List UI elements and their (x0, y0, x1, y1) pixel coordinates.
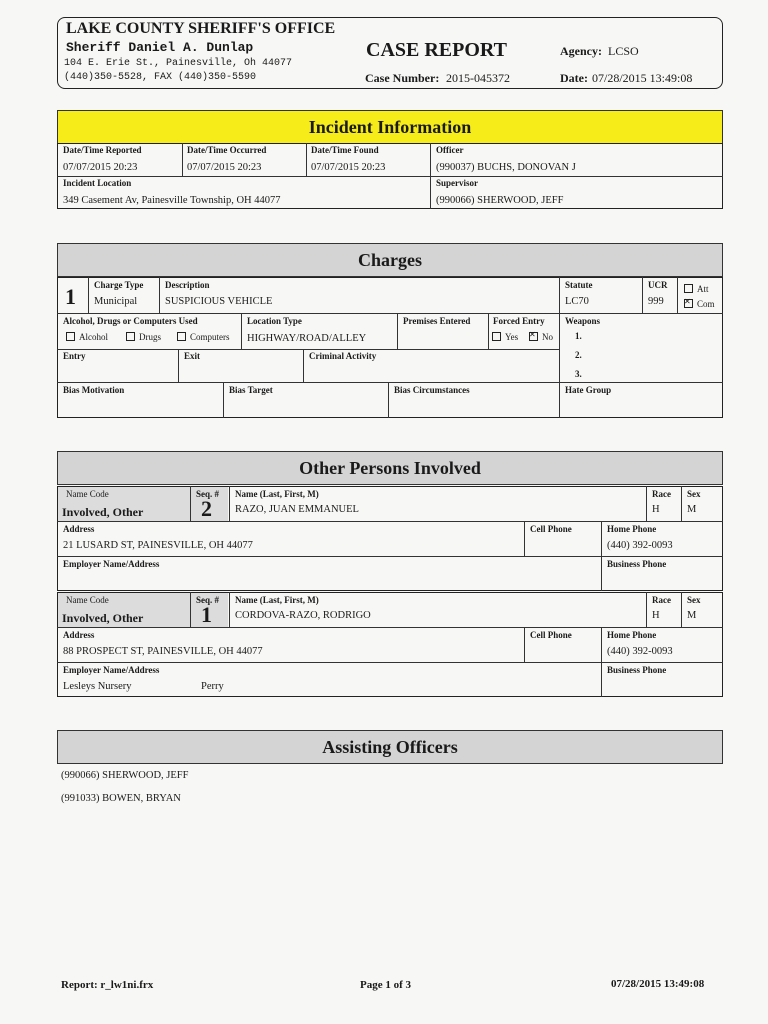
p1-employer-label: Employer Name/Address (63, 559, 160, 569)
com-checkbox-box[interactable] (684, 299, 693, 308)
charge-type-value: Municipal (94, 296, 138, 307)
officer-value: (990037) BUCHS, DONOVAN J (436, 162, 576, 173)
supervisor-value: (990066) SHERWOOD, JEFF (436, 195, 564, 206)
bias-motivation-label: Bias Motivation (63, 385, 125, 395)
bias-circumstances-label: Bias Circumstances (394, 385, 470, 395)
att-checkbox[interactable] (684, 284, 709, 294)
p2-race-label: Race (652, 595, 671, 605)
p1-business-label: Business Phone (607, 559, 667, 569)
computers-checkbox[interactable] (177, 332, 230, 342)
drugs-checkbox[interactable] (126, 332, 161, 342)
footer-report: Report: r_lw1ni.frx (61, 979, 154, 991)
forced-no-checkbox[interactable] (529, 332, 553, 342)
p1-name-code-label: Name Code (66, 489, 109, 499)
description-value: SUSPICIOUS VEHICLE (165, 296, 273, 307)
ucr-value: 999 (648, 296, 664, 307)
p1-sex: M (687, 504, 697, 515)
premises-label: Premises Entered (403, 316, 471, 326)
agency-phone: (440)350-5528, FAX (440)350-5590 (64, 72, 257, 83)
date-label: Date: (560, 71, 588, 85)
charges-table (57, 277, 723, 418)
officer-label: Officer (436, 145, 464, 155)
drugs-opt: Drugs (139, 332, 161, 342)
forced-yes-checkbox-box[interactable] (492, 332, 501, 341)
footer-page: Page 1 of 3 (360, 979, 412, 991)
assisting-officer-1: (990066) SHERWOOD, JEFF (61, 770, 189, 781)
location-label: Incident Location (63, 178, 132, 188)
occurred-value: 07/07/2015 20:23 (187, 162, 262, 173)
p2-seq-label: Seq. # (196, 595, 220, 605)
alcohol-opt: Alcohol (79, 332, 108, 342)
weapon-1: 1. (575, 331, 582, 341)
p2-name-label: Name (Last, First, M) (235, 595, 319, 605)
location-value: 349 Casement Av, Painesville Township, OH 44077 (63, 195, 281, 206)
agency-name: LAKE COUNTY SHERIFF'S OFFICE (66, 20, 336, 37)
forced-yes-checkbox[interactable] (492, 332, 518, 342)
description-label: Description (165, 280, 210, 290)
p1-address-label: Address (63, 524, 95, 534)
exit-label: Exit (184, 351, 201, 361)
p2-race: H (652, 610, 660, 621)
weapons-label: Weapons (565, 316, 601, 326)
com-checkbox[interactable] (684, 299, 715, 309)
p1-name-code: Involved, Other (62, 505, 144, 519)
agency-label: Agency: (560, 44, 602, 58)
charges-section-title: Charges (57, 243, 723, 277)
location-type-label: Location Type (247, 316, 302, 326)
date-value: 07/28/2015 13:49:08 (592, 71, 693, 85)
forced-no-checkbox-box[interactable] (529, 332, 538, 341)
bias-target-label: Bias Target (229, 385, 273, 395)
yes-opt: Yes (505, 332, 519, 342)
supervisor-label: Supervisor (436, 178, 479, 188)
no-opt: No (542, 332, 553, 342)
alcohol-checkbox-box[interactable] (66, 332, 75, 341)
p2-business-label: Business Phone (607, 665, 667, 675)
p1-name-label: Name (Last, First, M) (235, 489, 319, 499)
occurred-label: Date/Time Occurred (187, 145, 267, 155)
reported-value: 07/07/2015 20:23 (63, 162, 138, 173)
p2-home-phone: (440) 392-0093 (607, 646, 673, 657)
p2-employer: Lesleys Nursery (63, 681, 132, 692)
p2-sex-label: Sex (687, 595, 701, 605)
p2-sex: M (687, 610, 697, 621)
alcohol-label: Alcohol, Drugs or Computers Used (63, 316, 198, 326)
statute-label: Statute (565, 280, 593, 290)
computers-checkbox-box[interactable] (177, 332, 186, 341)
p2-name: CORDOVA-RAZO, RODRIGO (235, 610, 371, 621)
charge-type-label: Charge Type (94, 280, 144, 290)
p1-address: 21 LUSARD ST, PAINESVILLE, OH 44077 (63, 540, 253, 551)
assisting-section-title: Assisting Officers (57, 730, 723, 764)
criminal-activity-label: Criminal Activity (309, 351, 377, 361)
p1-sex-label: Sex (687, 489, 701, 499)
p2-home-label: Home Phone (607, 630, 657, 640)
p2-cell-label: Cell Phone (530, 630, 572, 640)
p2-address: 88 PROSPECT ST, PAINESVILLE, OH 44077 (63, 646, 263, 657)
att-label: Att (697, 284, 709, 294)
p1-race: H (652, 504, 660, 515)
incident-section-title: Incident Information (57, 110, 723, 144)
weapon-3: 3. (575, 369, 582, 379)
footer-timestamp: 07/28/2015 13:49:08 (611, 978, 705, 990)
com-label: Com (697, 299, 715, 309)
found-value: 07/07/2015 20:23 (311, 162, 386, 173)
computers-opt: Computers (190, 332, 230, 342)
p1-name: RAZO, JUAN EMMANUEL (235, 504, 359, 515)
p2-address-label: Address (63, 630, 95, 640)
p1-race-label: Race (652, 489, 671, 499)
location-type-value: HIGHWAY/ROAD/ALLEY (247, 333, 367, 344)
p2-name-code-label: Name Code (66, 595, 109, 605)
statute-value: LC70 (565, 296, 589, 307)
agency-address: 104 E. Erie St., Painesville, Oh 44077 (64, 58, 293, 69)
forced-label: Forced Entry (493, 316, 545, 326)
p1-seq: 2 (201, 496, 212, 521)
p1-seq-label: Seq. # (196, 489, 220, 499)
alcohol-checkbox[interactable] (66, 332, 108, 342)
p2-seq: 1 (201, 602, 212, 627)
ucr-label: UCR (648, 280, 668, 290)
p1-home-label: Home Phone (607, 524, 657, 534)
entry-label: Entry (63, 351, 86, 361)
p2-name-code: Involved, Other (62, 611, 144, 625)
sheriff-name: Sheriff Daniel A. Dunlap (66, 40, 254, 55)
persons-section-title: Other Persons Involved (57, 451, 723, 485)
drugs-checkbox-box[interactable] (126, 332, 135, 341)
charge-number: 1 (65, 284, 76, 309)
report-title: CASE REPORT (366, 39, 507, 61)
p2-employer-label: Employer Name/Address (63, 665, 160, 675)
p2-employer-city: Perry (201, 681, 224, 692)
weapon-2: 2. (575, 350, 582, 360)
p1-cell-label: Cell Phone (530, 524, 572, 534)
agency-value: LCSO (608, 44, 639, 58)
case-number-label: Case Number: (365, 71, 440, 85)
att-checkbox-box[interactable] (684, 284, 693, 293)
found-label: Date/Time Found (311, 145, 379, 155)
reported-label: Date/Time Reported (63, 145, 142, 155)
hate-group-label: Hate Group (565, 385, 612, 395)
assisting-officer-2: (991033) BOWEN, BRYAN (61, 793, 181, 804)
p1-home-phone: (440) 392-0093 (607, 540, 673, 551)
case-number-value: 2015-045372 (446, 71, 510, 85)
